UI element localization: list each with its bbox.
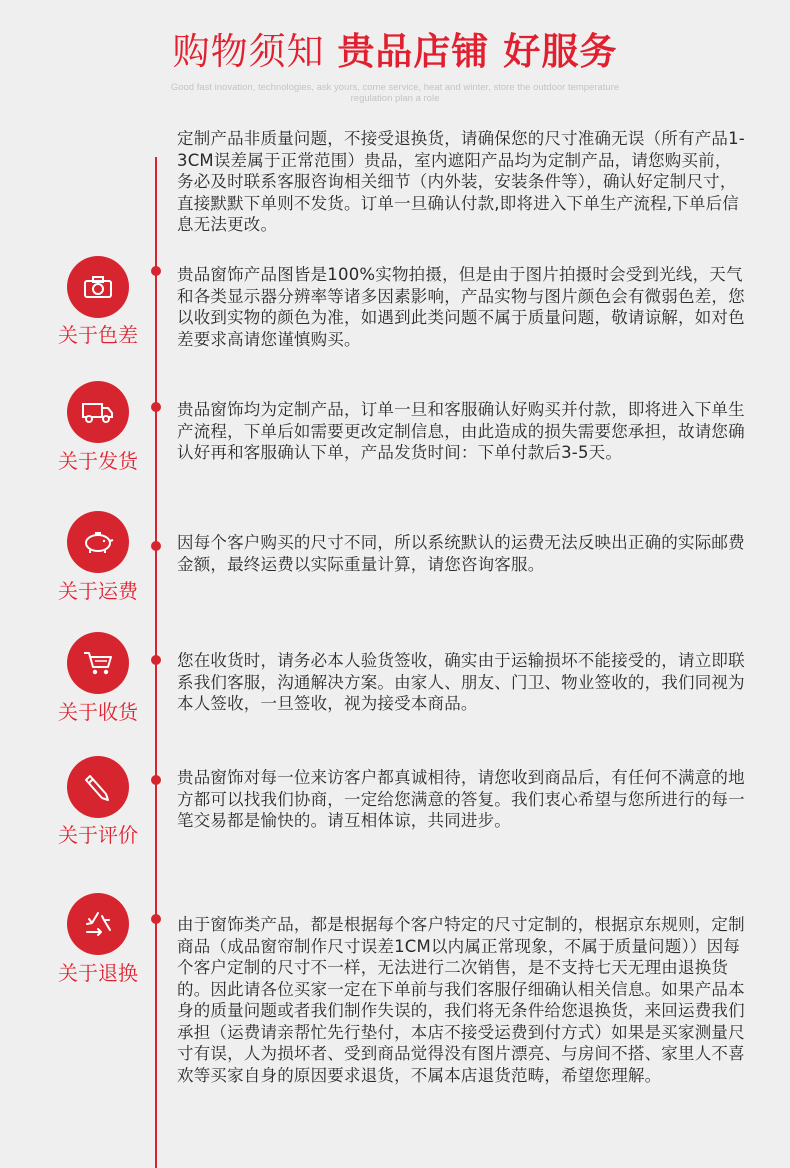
- section-label-freight: 关于运费: [58, 579, 138, 603]
- intro-text: 定制产品非质量问题，不接受退换货，请确保您的尺寸准确无误（所有产品1-3CM误差属于正常范围）贵品，室内遮阳产品均为定制产品，请您购买前，务必及时联系客服咨询相关细节（内外装，安装条件等），确认好定制尺寸，直接默默下单则不发货。订单一旦确认付款,即将进入下单生产流程,下单后信息无法更改。: [177, 129, 745, 234]
- section-text-reviews: 贵品窗饰对每一位来访客户都真诚相待，请您收到商品后，有任何不满意的地方都可以找我们协商，一定给您满意的答复。我们衷心希望与您所进行的每一笔交易都是愉快的。请互相体谅，共同进步。: [177, 768, 745, 830]
- page-subtitle: Good fast inovation, technologies, ask yours, come service, heat and winter, store the outdoor temperature regulation plan a role: [170, 82, 620, 104]
- title-bold: 贵品店铺 好服务: [337, 30, 618, 73]
- recycle-icon: [67, 893, 129, 955]
- section-text-receiving: 您在收货时，请务必本人验货签收，确实由于运输损坏不能接受的，请立即联系我们客服，沟通解决方案。由家人、朋友、门卫、物业签收的，我们同视为本人签收，一旦签收，视为接受本商品。: [177, 651, 745, 713]
- section-text-freight: 因每个客户购买的尺寸不同，所以系统默认的运费无法反映出正确的实际邮费金额，最终运费以实际重量计算，请您咨询客服。: [177, 533, 745, 574]
- shopping-cart-icon: [67, 632, 129, 694]
- piggy-bank-icon: [67, 511, 129, 573]
- section-label-reviews: 关于评价: [58, 823, 138, 847]
- truck-icon: [67, 381, 129, 443]
- timeline-dot: [151, 402, 161, 412]
- section-label-receiving: 关于收货: [58, 700, 138, 724]
- pen-icon: [67, 756, 129, 818]
- section-text-color: 贵品窗饰产品图皆是100%实物拍摄，但是由于图片拍摄时会受到光线，天气和各类显示器分辨率等诸多因素影响，产品实物与图片颜色会有微弱色差，您以收到实物的颜色为准，如遇到此类问题不属于质量问题，敬请谅解，如对色差要求高请您谨慎购买。: [177, 265, 745, 349]
- timeline-dot: [151, 266, 161, 276]
- section-label-color: 关于色差: [58, 323, 138, 347]
- timeline-dot: [151, 914, 161, 924]
- section-label-returns: 关于退换: [58, 961, 138, 985]
- timeline-dot: [151, 655, 161, 665]
- title-plain: 购物须知: [172, 30, 338, 73]
- section-text-shipping: 贵品窗饰均为定制产品，订单一旦和客服确认好购买并付款，即将进入下单生产流程，下单后如需要更改定制信息，由此造成的损失需要您承担，故请您确认好再和客服确认下单，产品发货时间：下单付款后3-5天。: [177, 400, 745, 462]
- page-title: [0, 30, 790, 74]
- timeline-dot: [151, 541, 161, 551]
- camera-icon: [67, 256, 129, 318]
- section-label-shipping: 关于发货: [58, 449, 138, 473]
- timeline-dot: [151, 775, 161, 785]
- section-text-returns: 由于窗饰类产品，都是根据每个客户特定的尺寸定制的，根据京东规则，定制商品（成品窗帘制作尺寸误差1CM以内属正常现象，不属于质量问题））因每个客户定制的尺寸不一样，无法进行二次销售，是不支持七天无理由退换货的。因此请各位买家一定在下单前与我们客服仔细确认相关信息。如果产品本身的质量问题或者我们制作失误的，我们将无条件给您退换货，来回运费我们承担（运费请亲帮忙先行垫付，本店不接受运费到付方式）如果是买家测量尺寸有误，人为损坏者、受到商品觉得没有图片漂亮、与房间不搭、家里人不喜欢等买家自身的原因要求退货，不属本店退货范畴，希望您理解。: [177, 915, 745, 1085]
